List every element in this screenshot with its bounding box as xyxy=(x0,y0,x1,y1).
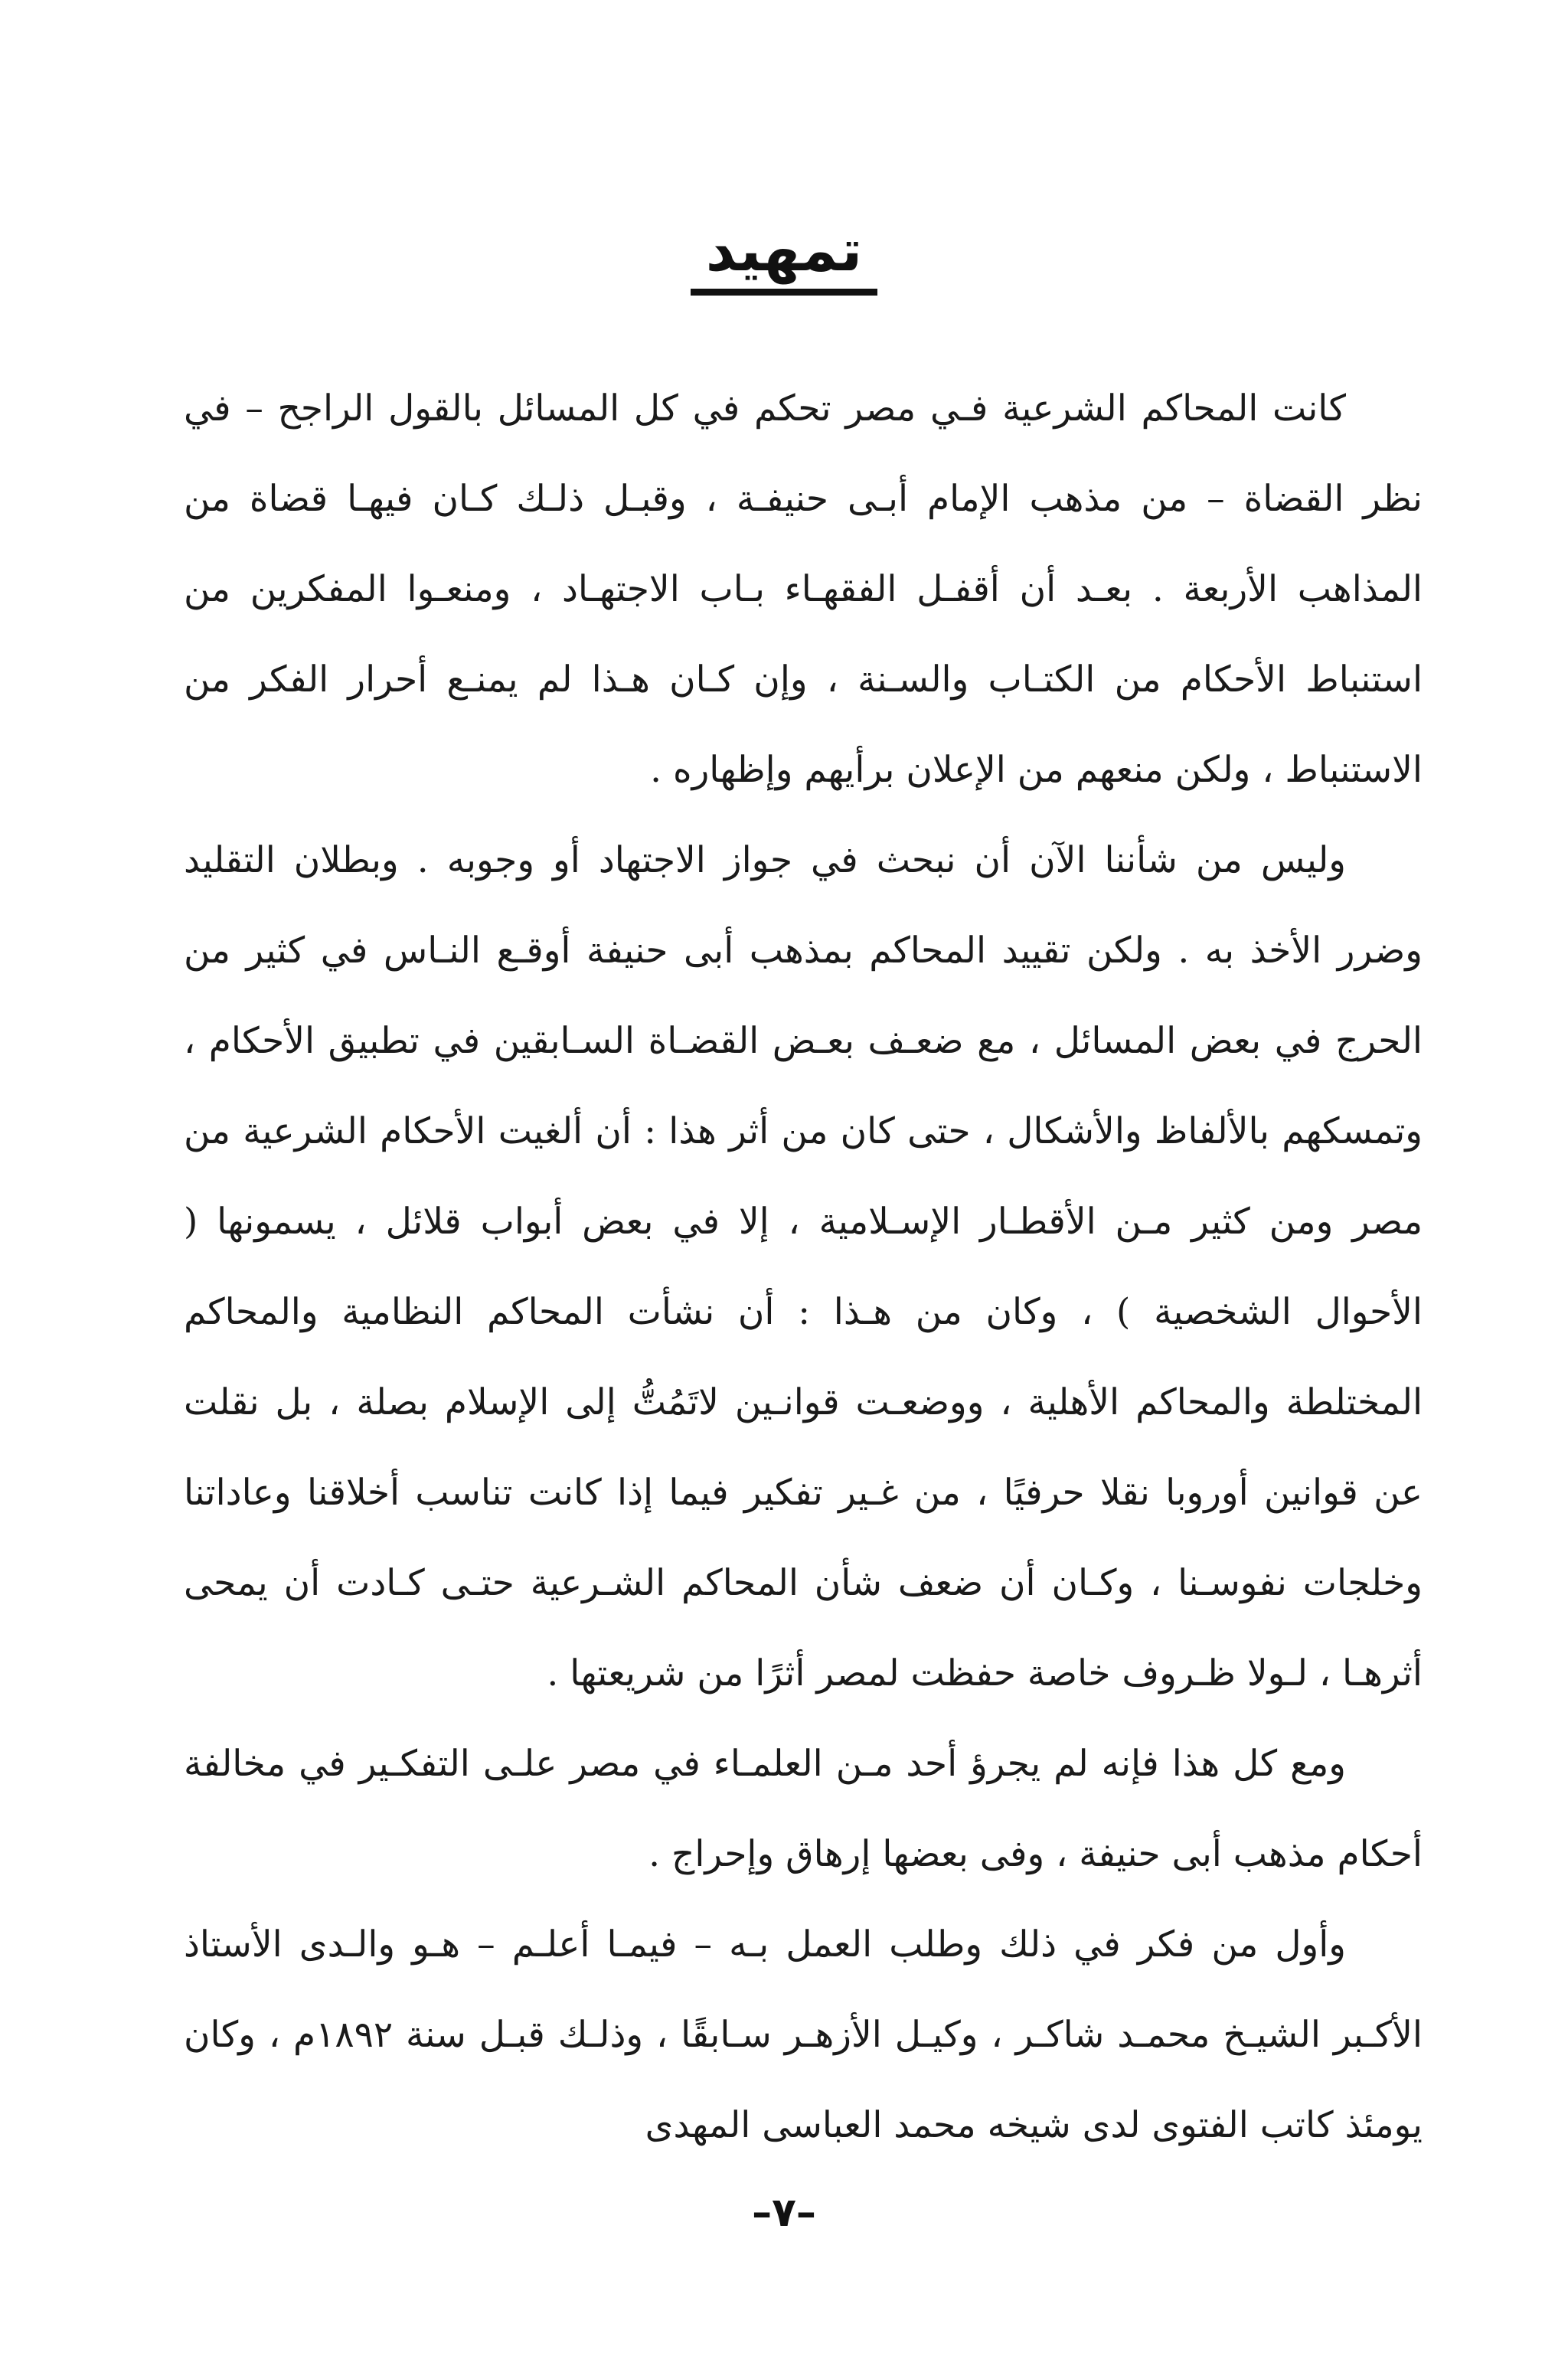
title-container xyxy=(0,218,1568,296)
body-text xyxy=(184,364,1423,2171)
page-title: تمهيد xyxy=(691,218,878,296)
paragraph-2: وليس من شأننا الآن أن نبحث في جواز الاجتهاد أو وجوبه . وبطلان التقليد وضرر الأخذ به . ولكن تقييد المحاكم بمذهب أبى حنيفة أوقـع النـاس في كثير من الحرج في بعض المسائل ، مع ضعـف بعـض القضـاة السـابقين في تطبيق الأحكام ، وتمسكهم بالألفاظ والأشكال ، حتى كان من أثر هذا : أن ألغيت الأحكام الشرعية من مصر ومن كثير مـن الأقطـار الإسـلامية ، إلا في بعض أبواب قلائل ، يسمونها ( الأحوال الشخصية ) ، وكان من هـذا : أن نشأت المحاكم النظامية والمحاكم المختلطة والمحاكم الأهلية ، ووضعـت قوانـين لاتَمُتُّ إلى الإسلام بصلة ، بل نقلت عن قوانين أوروبا نقلا حرفيًا ، من غـير تفكير فيما إذا كانت تناسب أخلاقنا وعاداتنا وخلجات نفوسـنا ، وكـان أن ضعف شأن المحاكم الشـرعية حتـى كـادت أن يمحى أثرهـا ، لـولا ظـروف خاصة حفظت لمصر أثرًا من شريعتها . xyxy=(184,839,1423,1694)
paragraph-1: كانت المحاكم الشرعية فـي مصر تحكم في كل المسائل بالقول الراجح – في نظر القضاة – من مذهب الإمام أبـى حنيفـة ، وقبـل ذلـك كـان فيهـا قضاة من المذاهب الأربعة . بعـد أن أقفـل الفقهـاء بـاب الاجتهـاد ، ومنعـوا المفكرين من استنباط الأحكام من الكتـاب والسـنة ، وإن كـان هـذا لم يمنـع أحرار الفكر من الاستنباط ، ولكن منعهم من الإعلان برأيهم وإظهاره . xyxy=(184,387,1423,791)
page-number: –٧– xyxy=(752,2190,816,2236)
paragraph-4: وأول من فكر في ذلك وطلب العمل بـه – فيمـا أعلـم – هـو والـدى الأستاذ الأكـبر الشيـخ محمـد شاكـر ، وكيـل الأزهـر سـابقًا ، وذلـك قبـل سنة ١٨٩٢م ، وكان يومئذ كاتب الفتوى لدى شيخه محمد العباسى المهدى xyxy=(184,1923,1423,2146)
paragraph-3: ومع كل هذا فإنه لم يجرؤ أحد مـن العلمـاء في مصر علـى التفكـير في مخالفة أحكام مذهب أبى حنيفة ، وفى بعضها إرهاق وإحراج . xyxy=(184,1743,1423,1875)
